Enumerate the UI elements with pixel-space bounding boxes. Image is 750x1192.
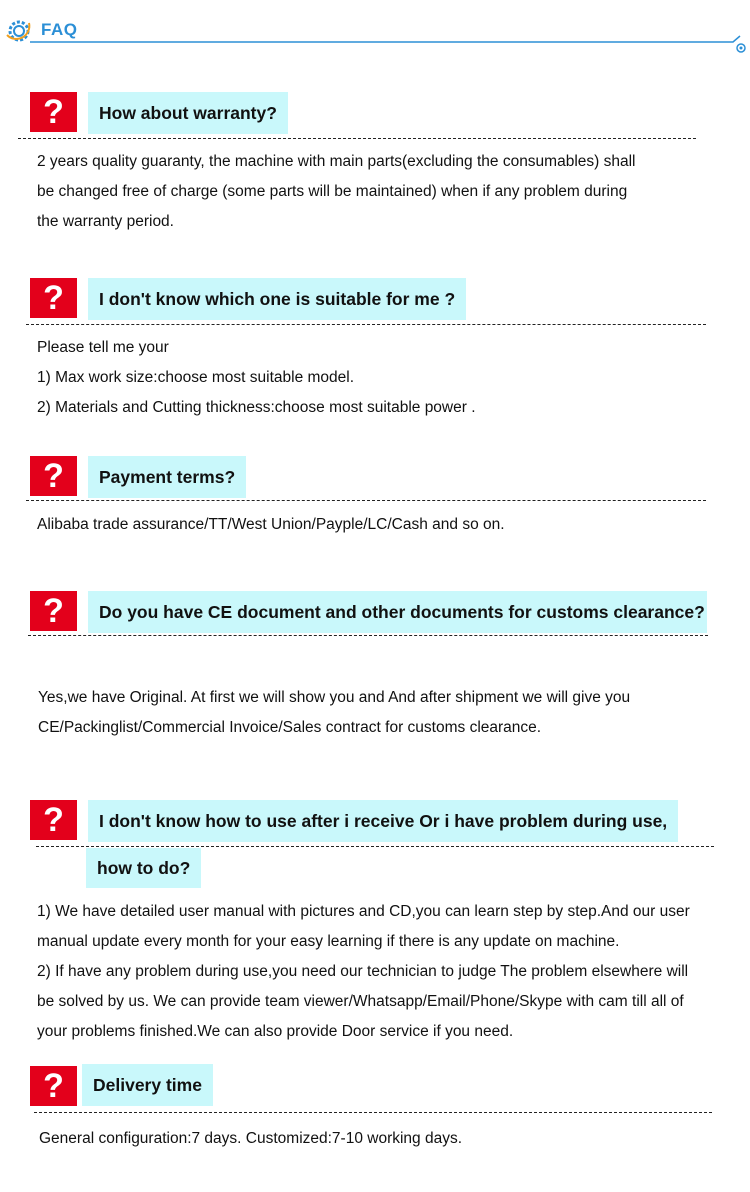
answer-text xyxy=(37,897,690,1047)
answer-text xyxy=(37,333,476,423)
answer-line: be changed free of charge (some parts will be maintained) when if any problem during xyxy=(37,183,628,200)
answer-text xyxy=(37,147,636,237)
dashed-divider xyxy=(26,500,706,501)
answer-line: your problems finished.We can also provide Door service if you need. xyxy=(37,1023,514,1040)
answer-line: 2) If have any problem during use,you need our technician to judge The problem elsewhere will xyxy=(37,963,689,980)
answer-text xyxy=(37,510,505,540)
dashed-divider xyxy=(28,635,708,636)
question-mark-icon: ? xyxy=(30,800,77,840)
question-mark-icon: ? xyxy=(30,456,77,496)
answer-line: 1) We have detailed user manual with pictures and CD,you can learn step by step.And our user xyxy=(37,903,690,920)
question-mark-icon: ? xyxy=(30,1066,77,1106)
question-label: I don't know how to use after i receive Or i have problem during use, xyxy=(88,800,678,842)
answer-line: CE/Packinglist/Commercial Invoice/Sales contract for customs clearance. xyxy=(38,719,542,736)
question-label: I don't know which one is suitable for me ? xyxy=(88,278,466,320)
question-mark-icon: ? xyxy=(30,591,77,631)
header-line xyxy=(30,36,740,42)
question-label: Do you have CE document and other documents for customs clearance? xyxy=(88,591,707,633)
answer-line: Alibaba trade assurance/TT/West Union/Payple/LC/Cash and so on. xyxy=(37,516,505,533)
answer-line: manual update every month for your easy learning if there is any update on machine. xyxy=(37,933,620,950)
faq-header-graphic xyxy=(0,0,750,60)
answer-line: 2) Materials and Cutting thickness:choose most suitable power . xyxy=(37,399,476,416)
question-mark-icon: ? xyxy=(30,92,77,132)
answer-line: be solved by us. We can provide team viewer/Whatsapp/Email/Phone/Skype with cam till all of xyxy=(37,993,684,1010)
answer-line: Please tell me your xyxy=(37,339,169,356)
faq-title: FAQ xyxy=(41,20,78,39)
answer-line: the warranty period. xyxy=(37,213,174,230)
question-label: How about warranty? xyxy=(88,92,288,134)
faq-header xyxy=(0,0,750,60)
answer-line: Yes,we have Original. At first we will show you and And after shipment we will give you xyxy=(38,689,631,706)
answer-text xyxy=(38,683,630,743)
dashed-divider xyxy=(36,846,714,847)
question-label-continued: how to do? xyxy=(86,848,201,888)
answer-line: 1) Max work size:choose most suitable model. xyxy=(37,369,355,386)
dashed-divider xyxy=(26,324,706,325)
gear-icon xyxy=(7,22,29,40)
answer-line: General configuration:7 days. Customized:7-10 working days. xyxy=(39,1130,463,1147)
question-label: Payment terms? xyxy=(88,456,246,498)
dashed-divider xyxy=(18,138,696,139)
question-label: Delivery time xyxy=(82,1064,213,1106)
answer-text xyxy=(39,1124,462,1154)
question-mark-icon: ? xyxy=(30,278,77,318)
dashed-divider xyxy=(34,1112,712,1113)
answer-line: 2 years quality guaranty, the machine with main parts(excluding the consumables) shall xyxy=(37,153,636,170)
